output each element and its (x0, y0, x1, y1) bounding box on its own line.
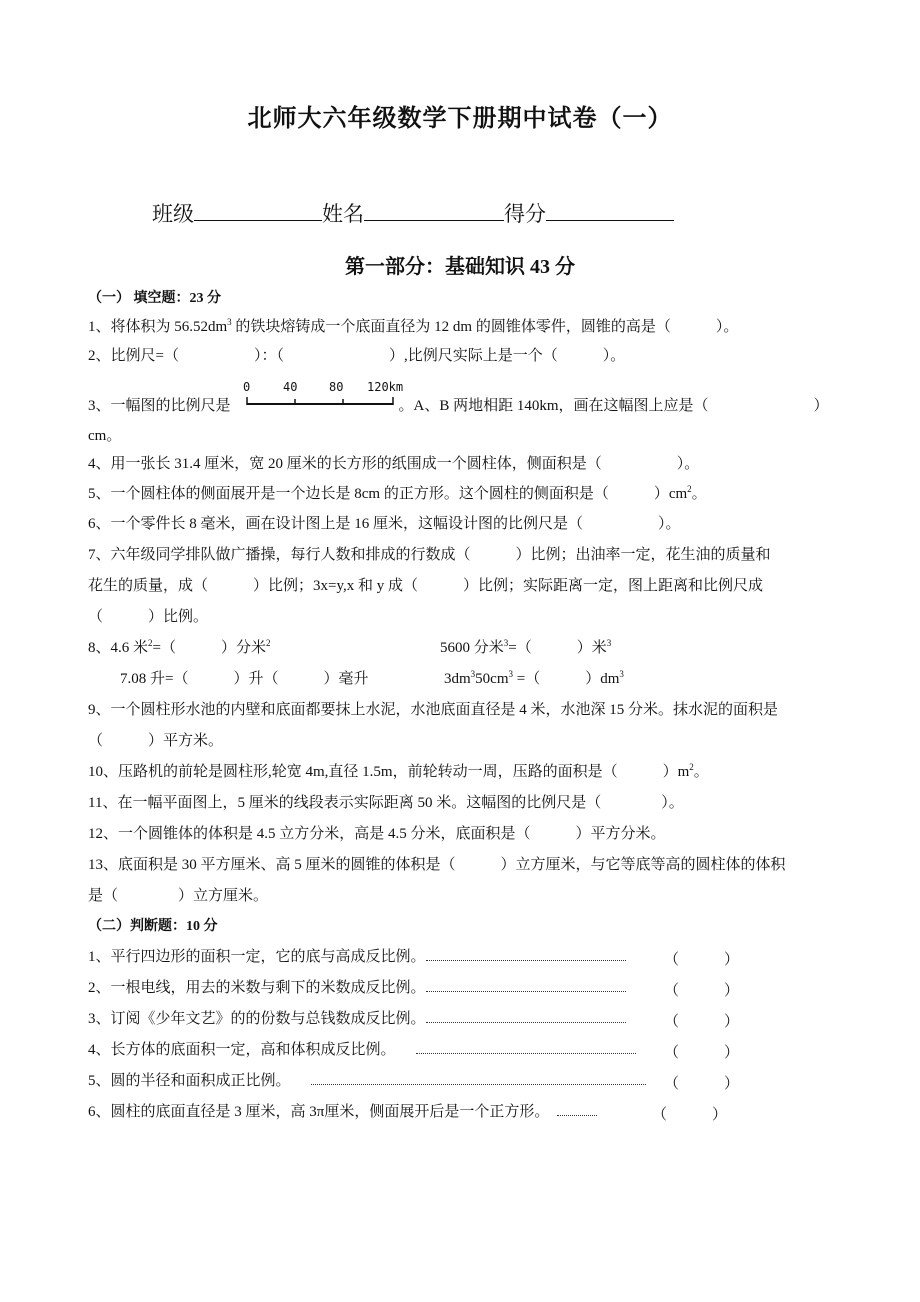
question-8-part1: 8、4.6 米$^2$=（ ）分米$^2$ (88, 638, 271, 656)
ruler-tick-label: 0 (243, 380, 251, 394)
true-false-section-title: （二）判断题：10 分 (88, 919, 218, 934)
judgement-6: 6、圆柱的底面直径是 3 厘米，高 3π厘米，侧面展开后是一个正方形。 (88, 1103, 597, 1121)
fill-in-section-title: （一） 填空题：23 分 (88, 291, 221, 306)
question-6: 6、一个零件长 8 毫米，画在设计图上是 16 厘米，这幅设计图的比例尺是（ ）。 (88, 516, 681, 532)
judgement-4-answer[interactable]: （ ） (664, 1045, 740, 1061)
judgement-2: 2、一根电线，用去的米数与剩下的米数成反比例。 (88, 979, 626, 997)
question-13-line2: 是（ ）立方厘米。 (88, 888, 269, 904)
question-9-line2: （ ）平方米。 (88, 733, 224, 749)
name-label: 姓名 (322, 202, 364, 226)
question-5: 5、一个圆柱体的侧面展开是一个边长是 8cm 的正方形。这个圆柱的侧面积是（ ）$cm^2$。 (88, 484, 707, 502)
question-13-line1: 13、底面积是 30 平方厘米、高 5 厘米的圆锥的体积是（ ）立方厘米，与它等底等高的圆柱体的体积 (88, 857, 786, 873)
class-label: 班级 (152, 202, 194, 226)
ruler-tick-label: 120km (367, 380, 404, 394)
scale-ruler (243, 380, 413, 410)
judgement-1-answer[interactable]: （ ） (664, 952, 740, 968)
judgement-5: 5、圆的半径和面积成正比例。 (88, 1072, 646, 1090)
question-7-line1: 7、六年级同学排队做广播操，每行人数和排成的行数成（ ）比例；出油率一定，花生油的质量和 (88, 547, 771, 563)
ruler-tick-label: 80 (329, 380, 344, 394)
name-blank[interactable] (364, 200, 504, 221)
judgement-2-answer[interactable]: （ ） (664, 983, 740, 999)
question-9-line1: 9、一个圆柱形水池的内壁和底面都要抹上水泥，水池底面直径是 4 米，水池深 15 分米。抹水泥的面积是 (88, 702, 779, 718)
score-label: 得分 (504, 202, 546, 226)
ruler-bar (243, 380, 413, 410)
question-12: 12、一个圆锥体的体积是 4.5 立方分米，高是 4.5 分米，底面积是（ ）平方分米。 (88, 826, 666, 842)
page-title: 北师大六年级数学下册期中试卷（一） (247, 106, 673, 132)
class-blank[interactable] (194, 200, 322, 221)
question-1: 1、将体积为 $56.52dm^3$ 的铁块熔铸成一个底面直径为 12 dm 的圆锥体零件，圆锥的高是（ ）。 (88, 317, 739, 335)
part1-title: 第一部分：基础知识 43 分 (345, 256, 575, 278)
question-4: 4、用一张长 31.4 厘米，宽 20 厘米的长方形的纸围成一个圆柱体，侧面积是（ ）。 (88, 456, 700, 472)
judgement-6-answer[interactable]: （ ） (652, 1107, 728, 1123)
question-11: 11、在一幅平面图上，5 厘米的线段表示实际距离 50 米。这幅图的比例尺是（ ）。 (88, 795, 684, 811)
question-7-line3: （ ）比例。 (88, 609, 209, 625)
ruler-tick-label: 40 (283, 380, 298, 394)
question-7-line2: 花生的质量，成（ ）比例；3x=y,x 和 y 成（ ）比例；实际距离一定，图上距离和比例尺成 (88, 578, 763, 594)
question-3-line1: 3、一幅图的比例尺是 。A、B 两地相距 140km，画在这幅图上应是（ ） (88, 398, 829, 414)
question-2: 2、比例尺=（ ）：（ ）,比例尺实际上是一个（ ）。 (88, 348, 626, 364)
judgement-4: 4、长方体的底面积一定，高和体积成反比例。 (88, 1041, 636, 1059)
question-8-part3: 7.08 升=（ ）升（ ）毫升 (120, 671, 369, 687)
judgement-3-answer[interactable]: （ ） (664, 1014, 740, 1030)
question-8-part2: 5600 分米$^3$=（ ）米$^3$ (440, 638, 612, 656)
student-info-line (152, 198, 674, 228)
judgement-1: 1、平行四边形的面积一定，它的底与高成反比例。 (88, 948, 626, 966)
question-3-line2: cm。 (88, 428, 122, 444)
judgement-5-answer[interactable]: （ ） (664, 1076, 740, 1092)
judgement-3: 3、订阅《少年文艺》的的份数与总钱数成反比例。 (88, 1010, 626, 1028)
question-8-part4: $3dm^350cm^3$ =（ ）$dm^3$ (444, 669, 624, 687)
score-blank[interactable] (546, 200, 674, 221)
question-10: 10、压路机的前轮是圆柱形,轮宽 4m,直径 1.5m，前轮转动一周，压路的面积是（ ）$m^2$。 (88, 762, 709, 780)
